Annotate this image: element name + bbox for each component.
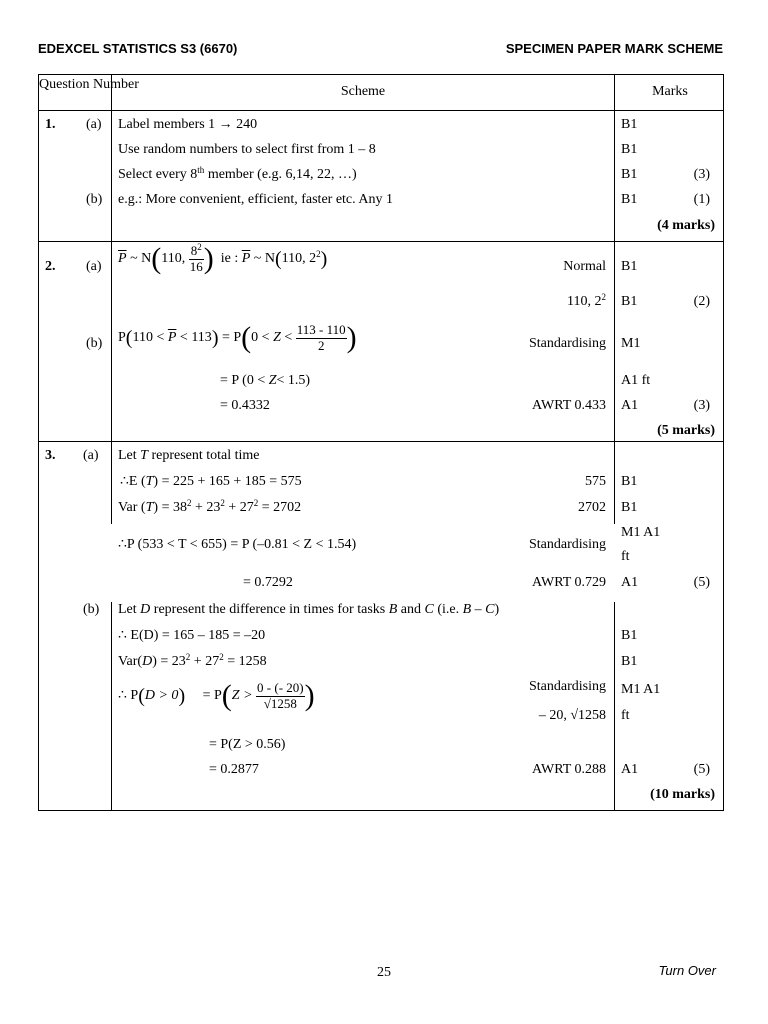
scheme-note: 575 — [585, 474, 606, 489]
question-total: (5 marks) — [657, 423, 715, 438]
mark: B1 — [621, 628, 638, 643]
mark: B1 — [621, 192, 638, 207]
mark-subtotal: (5) — [693, 575, 710, 590]
scheme-line: Let T represent total time — [118, 448, 260, 463]
column-header-question: Question Number — [39, 77, 139, 92]
mark: A1 — [621, 762, 639, 777]
scheme-line: Select every 8th member (e.g. 6,14, 22, …) — [118, 165, 357, 182]
mark: B1 — [621, 294, 638, 309]
mark: B1 — [621, 500, 638, 515]
part-label: (a) — [83, 448, 99, 463]
mark-subtotal: (2) — [693, 294, 710, 309]
mark-subtotal: (1) — [693, 192, 710, 207]
scheme-note: Standardising — [529, 537, 606, 552]
column-header-scheme: Scheme — [340, 84, 386, 99]
scheme-line: ∴P (533 < T < 655) = P (–0.81 < Z < 1.54) — [118, 537, 357, 552]
question-number: 2. — [45, 259, 56, 274]
scheme-line: $Var(D) = 23^2 + 27^2 = 1258$ — [118, 652, 267, 669]
header-title: SPECIMEN PAPER MARK SCHEME — [505, 41, 723, 56]
scheme-note: 2702 — [578, 500, 606, 515]
scheme-note: Normal — [563, 259, 606, 274]
scheme-line: = 0.2877 — [209, 762, 259, 777]
scheme-note: 110, $2^2$ — [567, 292, 606, 309]
scheme-line: = 0.4332 — [220, 398, 270, 413]
column-divider — [111, 75, 112, 810]
question-total: (4 marks) — [657, 218, 715, 233]
question-number: 3. — [45, 448, 56, 463]
row-divider — [39, 441, 723, 442]
scheme-line: = P(Z > 0.56) — [209, 737, 286, 752]
part-label: (b) — [83, 602, 100, 617]
scheme-line: ∴E (T) = 225 + 165 + 185 = 575 — [120, 474, 302, 489]
page-number: 25 — [377, 965, 391, 980]
scheme-formula: $P(110 < \overline{P} < 113) = P(0 < Z$ < $\frac{113 - 110}{2}$ ) — [118, 321, 357, 354]
mark: ft — [621, 549, 630, 564]
part-label: (a) — [86, 117, 102, 132]
scheme-line: Label members 1 → 240 — [118, 117, 258, 132]
mark: B1 — [621, 654, 638, 669]
mark-scheme-table — [38, 74, 724, 811]
scheme-line: = 0.7292 — [243, 575, 293, 590]
column-divider — [614, 75, 615, 810]
part-label: (b) — [86, 336, 103, 351]
mark: M1 — [621, 336, 641, 351]
scheme-line: ∴ E(D) = 165 – 185 = –20 — [118, 628, 266, 643]
line-break-gap — [111, 524, 112, 602]
mark: B1 — [621, 142, 638, 157]
line-break-gap — [614, 524, 615, 602]
header-subject: EDEXCEL STATISTICS S3 (6670) — [38, 41, 238, 56]
part-label: (a) — [86, 259, 102, 274]
mark: A1 — [621, 398, 639, 413]
scheme-line: Use random numbers to select first from 1 – 8 — [118, 142, 376, 157]
scheme-note: Standardising — [529, 336, 606, 351]
mark: ft — [621, 708, 630, 723]
mark: A1 ft — [621, 373, 651, 388]
mark-subtotal: (3) — [693, 167, 710, 182]
mark-subtotal: (3) — [693, 398, 710, 413]
mark: M1 A1 — [621, 682, 661, 697]
mark: B1 — [621, 167, 638, 182]
column-header-marks: Marks — [652, 84, 688, 99]
mark: B1 — [621, 259, 638, 274]
mark: A1 — [621, 575, 639, 590]
question-number: 1. — [45, 117, 56, 132]
mark-subtotal: (5) — [693, 762, 710, 777]
mark: M1 A1 — [621, 525, 661, 540]
scheme-line: Var $(T) = 38^2 + 23^2 + 27^2 = 2702$ — [118, 498, 302, 515]
scheme-note: AWRT 0.288 — [532, 762, 606, 777]
scheme-note: Standardising — [529, 679, 606, 694]
scheme-line: = P (0 < Z< 1.5) — [220, 373, 311, 388]
scheme-note: AWRT 0.433 — [532, 398, 606, 413]
question-total: (10 marks) — [650, 787, 715, 802]
mark: B1 — [621, 117, 638, 132]
scheme-note: AWRT 0.729 — [532, 575, 606, 590]
mark: B1 — [621, 474, 638, 489]
scheme-formula: $\overline{P}$ ~ N(110, $\frac{8^2}{16}$ ) ie : $\overline{P}$ ~ N(110, $2^2$) — [118, 242, 328, 275]
scheme-formula: ∴ P(D > 0) = P(Z > $\frac{0 - (- 20)}{√1258}$ ) — [118, 679, 315, 712]
part-label: (b) — [86, 192, 103, 207]
row-divider — [39, 110, 723, 111]
scheme-note: – 20, √1258 — [538, 708, 606, 723]
scheme-line: e.g.: More convenient, efficient, faster etc. Any 1 — [118, 192, 393, 207]
row-divider — [39, 241, 723, 242]
turn-over-note: Turn Over — [658, 963, 716, 978]
scheme-line: Let D represent the difference in times for tasks B and C (i.e. B – C) — [118, 602, 500, 617]
